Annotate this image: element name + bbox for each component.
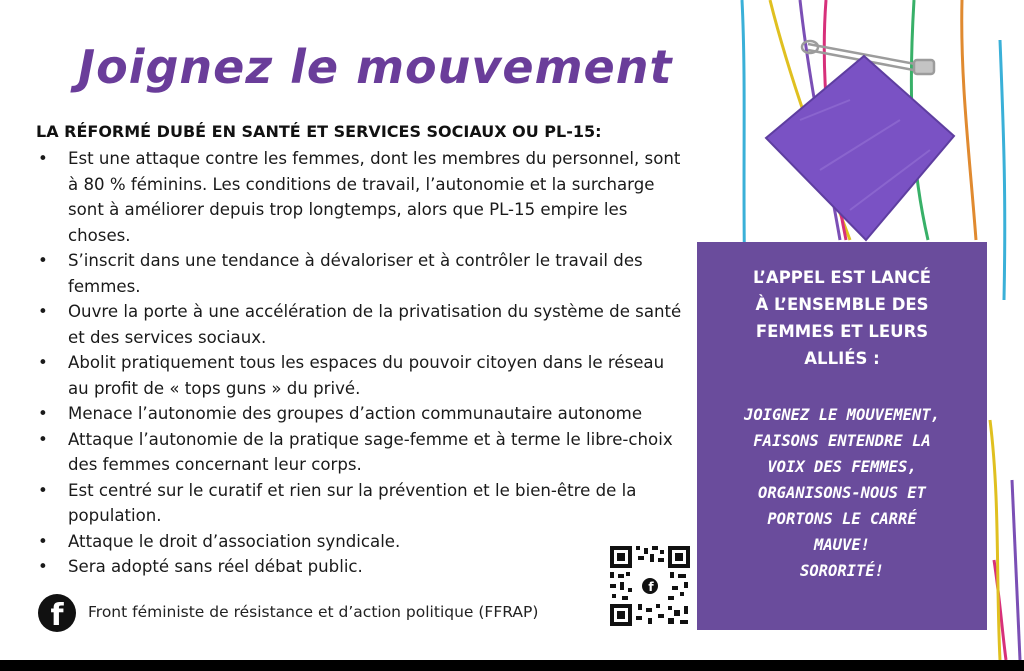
bottom-border bbox=[0, 660, 1024, 671]
list-item: • Attaque le droit d’association syndicale. bbox=[36, 529, 686, 555]
call-intro-line: ALLIÉS : bbox=[804, 349, 880, 368]
list-item: • Est centré sur le curatif et rien sur la prévention et le bien-être de la population. bbox=[36, 478, 686, 529]
list-item: • Ouvre la porte à une accélération de la privatisation du système de santé et des services sociaux. bbox=[36, 299, 686, 350]
list-item: • Abolit pratiquement tous les espaces du pouvoir citoyen dans le réseau au profit de « tops guns » du privé. bbox=[36, 350, 686, 401]
page-title: Joignez le mouvement bbox=[78, 40, 673, 94]
list-item: • Sera adopté sans réel débat public. bbox=[36, 554, 686, 580]
organization-name: Front féministe de résistance et d’action politique (FFRAP) bbox=[88, 603, 539, 621]
call-line: VOIX DES FEMMES, bbox=[767, 458, 917, 476]
svg-text:f: f bbox=[648, 580, 654, 594]
call-line: JOIGNEZ LE MOUVEMENT, bbox=[744, 406, 940, 424]
call-intro bbox=[697, 264, 987, 372]
call-intro-line: FEMMES ET LEURS bbox=[755, 322, 929, 341]
call-line: MAUVE! bbox=[814, 536, 870, 554]
list-item: • S’inscrit dans une tendance à dévaloriser et à contrôler le travail des femmes. bbox=[36, 248, 686, 299]
call-to-action-box bbox=[697, 242, 987, 630]
qr-code-icon[interactable] bbox=[608, 544, 692, 628]
call-intro-line: À L’ENSEMBLE DES bbox=[755, 295, 929, 314]
call-line: ORGANISONS-NOUS ET bbox=[758, 484, 926, 502]
call-line: SORORITÉ! bbox=[800, 562, 884, 580]
bullet-list bbox=[36, 146, 686, 580]
list-item: • Attaque l’autonomie de la pratique sage-femme et à terme le libre-choix des femmes concernant leur corps. bbox=[36, 427, 686, 478]
list-item: • Est une attaque contre les femmes, dont les membres du personnel, sont à 80 % féminins. Les conditions de travail, l’autonomie et la surcharge sont à améliorer depuis trop longtemps, alors que PL-15 empire les choses. bbox=[36, 146, 686, 248]
call-line: FAISONS ENTENDRE LA bbox=[753, 432, 931, 450]
facebook-icon[interactable]: f bbox=[38, 594, 76, 632]
section-heading: LA RÉFORMÉ DUBÉ EN SANTÉ ET SERVICES SOCIAUX OU PL-15: bbox=[36, 122, 602, 141]
call-intro-line: L’APPEL EST LANCÉ bbox=[752, 268, 932, 287]
call-to-action bbox=[697, 402, 987, 584]
list-item: • Menace l’autonomie des groupes d’action communautaire autonome bbox=[36, 401, 686, 427]
call-line: PORTONS LE CARRÉ bbox=[767, 510, 917, 528]
